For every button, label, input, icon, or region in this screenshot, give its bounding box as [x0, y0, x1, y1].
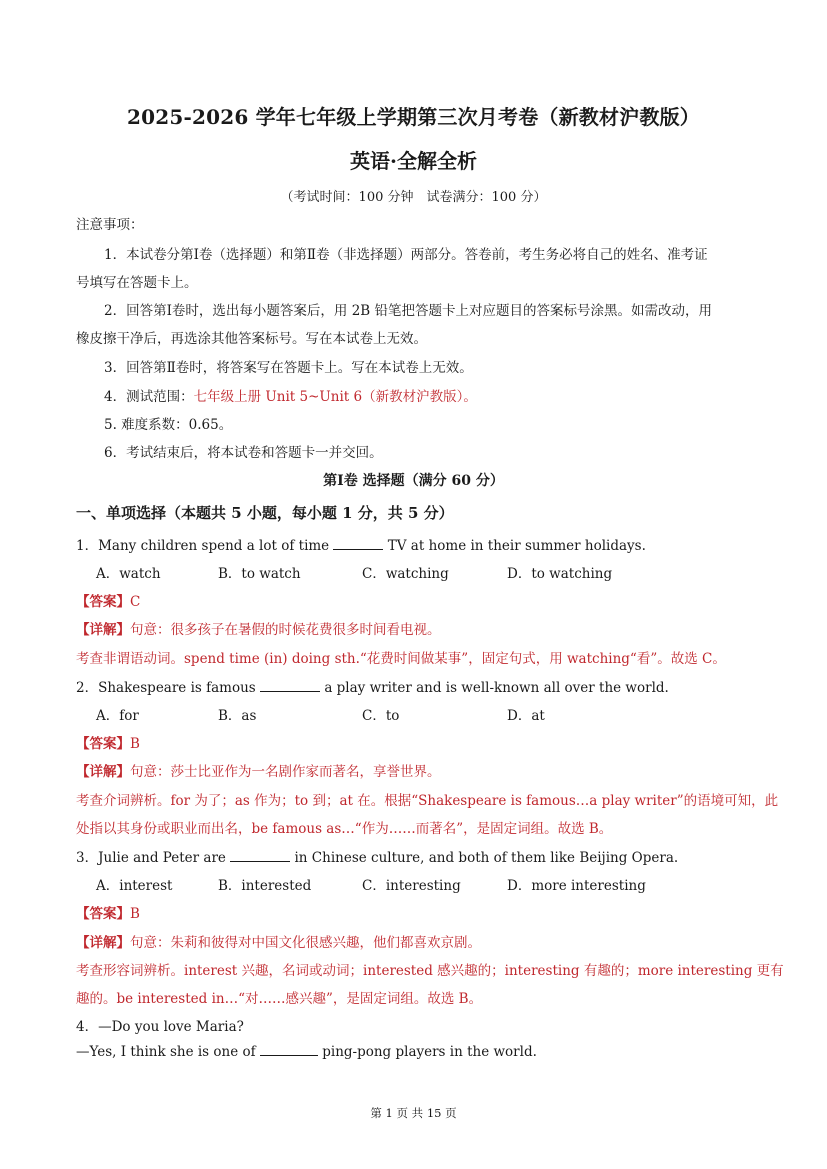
note-item-2-line-1: 2．回答第Ⅰ卷时，选出每小题答案后，用 2B 铅笔把答题卡上对应题目的答案标号涂黑。如需改动，用 [104, 303, 713, 319]
question-4-blank [260, 1044, 318, 1056]
question-1-text-after: TV at home in their summer holidays. [383, 538, 646, 554]
question-4-stem-line-2 [76, 1044, 537, 1060]
answer-tag: 【答案】 [76, 594, 130, 610]
note-item-4 [104, 385, 477, 405]
question-2-detail-line-1 [76, 760, 441, 780]
question-1-option-b: B．to watch [218, 566, 301, 582]
section-one-heading: 一、单项选择（本题共 5 小题，每小题 1 分，共 5 分） [76, 504, 454, 522]
note-item-4-prefix: 4．测试范围： [104, 389, 194, 405]
question-3-text-before: 3．Julie and Peter are [76, 850, 231, 866]
detail-tag: 【详解】 [76, 935, 130, 951]
question-2-text-before: 2．Shakespeare is famous [76, 680, 261, 696]
question-2-option-b: B．as [218, 708, 257, 724]
detail-tag: 【详解】 [76, 764, 130, 780]
question-1-option-d: D．to watching [507, 566, 613, 582]
question-1-option-a: A．watch [96, 566, 161, 582]
question-1-detail-line-2: 考查非谓语动词。spend time (in) doing sth.“花费时间做某事”，固定句式，用 watching“看”。故选 C。 [76, 651, 726, 667]
question-3-option-c: C．interesting [362, 878, 461, 894]
question-3-answer-value: B [130, 906, 140, 922]
page-footer: 第 1 页 共 15 页 [370, 1106, 457, 1120]
detail-tag: 【详解】 [76, 622, 130, 638]
question-2-option-d: D．at [507, 708, 545, 724]
question-3-option-b: B．interested [218, 878, 312, 894]
question-3-detail-text: 句意：朱莉和彼得对中国文化很感兴趣，他们都喜欢京剧。 [130, 935, 481, 951]
question-1-blank [333, 538, 383, 550]
question-2-blank [260, 680, 320, 692]
document-title: 2025-2026 学年七年级上学期第三次月考卷（新教材沪教版） [127, 105, 700, 129]
answer-tag: 【答案】 [76, 906, 130, 922]
question-1-answer-value: C [130, 594, 141, 610]
question-1-answer [76, 590, 140, 610]
notes-heading: 注意事项： [76, 217, 144, 233]
question-1-detail-text: 句意：很多孩子在暑假的时候花费很多时间看电视。 [130, 622, 441, 638]
question-3-detail-line-2: 考查形容词辨析。interest 兴趣，名词或动词；interested 感兴趣的；interesting 有趣的；more interesting 更有 [76, 963, 784, 979]
question-2-stem [76, 676, 669, 696]
question-1-stem [76, 534, 646, 554]
note-item-1-line-1: 1．本试卷分第Ⅰ卷（选择题）和第Ⅱ卷（非选择题）两部分。答卷前，考生务必将自己的姓名、准考证 [104, 247, 708, 263]
note-item-2-line-2: 橡皮擦干净后，再选涂其他答案标号。写在本试卷上无效。 [76, 331, 427, 347]
question-3-detail-line-1 [76, 931, 481, 951]
question-3-text-after: in Chinese culture, and both of them like Beijing Opera. [290, 850, 679, 866]
question-2-detail-line-2: 考查介词辨析。for 为了；as 作为；to 到；at 在。根据“Shakespeare is famous…a play writer”的语境可知，此 [76, 793, 779, 809]
question-2-option-a: A．for [96, 708, 139, 724]
question-2-detail-line-3: 处指以其身份或职业而出名，be famous as…“作为……而著名”，是固定词组。故选 B。 [76, 821, 613, 837]
document-subtitle: 英语·全解全析 [350, 149, 477, 173]
part-one-heading: 第Ⅰ卷 选择题（满分 60 分） [323, 473, 504, 489]
question-2-detail-text: 句意：莎士比亚作为一名剧作家而著名，享誉世界。 [130, 764, 441, 780]
question-3-stem [76, 846, 678, 866]
note-item-6: 6．考试结束后，将本试卷和答题卡一并交回。 [104, 445, 383, 461]
question-3-answer [76, 902, 140, 922]
question-2-answer-value: B [130, 736, 140, 752]
question-4-text-after: ping-pong players in the world. [317, 1044, 537, 1060]
question-1-detail-line-1 [76, 618, 441, 638]
question-1-option-c: C．watching [362, 566, 449, 582]
question-4-text-before: —Yes, I think she is one of [76, 1044, 260, 1060]
note-item-5: 5. 难度系数：0.65。 [104, 417, 233, 433]
exam-info: （考试时间：100 分钟 试卷满分：100 分） [280, 190, 547, 205]
note-item-1-line-2: 号填写在答题卡上。 [76, 275, 198, 291]
question-3-blank [230, 850, 290, 862]
question-2-text-after: a play writer and is well-known all over the world. [320, 680, 669, 696]
question-4-stem-line-1: 4．—Do you love Maria? [76, 1019, 244, 1035]
question-3-detail-line-3: 趣的。be interested in…“对……感兴趣”，是固定词组。故选 B。 [76, 991, 483, 1007]
question-3-option-d: D．more interesting [507, 878, 646, 894]
question-2-option-c: C．to [362, 708, 400, 724]
note-item-4-range: 七年级上册 Unit 5~Unit 6（新教材沪教版）。 [193, 389, 477, 405]
note-item-3: 3．回答第Ⅱ卷时，将答案写在答题卡上。写在本试卷上无效。 [104, 360, 473, 376]
answer-tag: 【答案】 [76, 736, 130, 752]
question-1-text-before: 1．Many children spend a lot of time [76, 538, 334, 554]
question-2-answer [76, 732, 140, 752]
question-3-option-a: A．interest [96, 878, 173, 894]
